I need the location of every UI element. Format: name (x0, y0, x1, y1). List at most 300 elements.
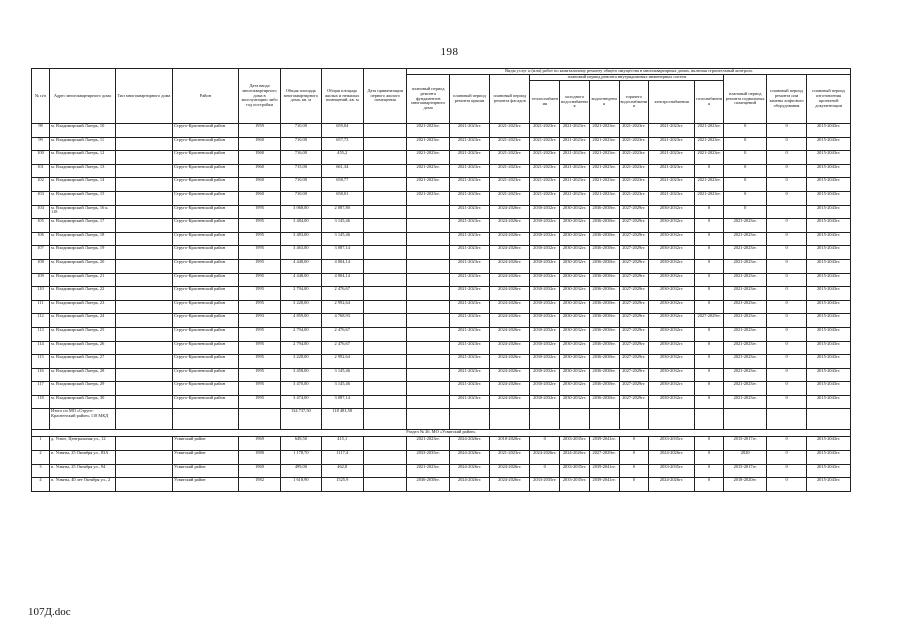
basement-cell: 2021-2023гг. (724, 314, 766, 328)
house-type-cell (115, 151, 172, 165)
house-type-cell (115, 300, 172, 314)
design-docs-cell: 2015-2043гг. (807, 478, 851, 492)
year-cell: 1960 (238, 178, 280, 192)
address-cell: м. Владимирский Лагерь, 19 (50, 246, 116, 260)
table-row (32, 355, 851, 369)
heat-cell: 2030-2032гг. (530, 232, 560, 246)
table-row (32, 395, 851, 409)
sewer-cell: 2036-2038гг. (589, 246, 619, 260)
electric-cell: 2021-2023гг. (649, 137, 695, 151)
living-area-cell: 3 145,46 (321, 382, 363, 396)
privatization-cell (363, 178, 406, 192)
facade-cell: 2024-2026гг. (490, 314, 530, 328)
basement-cell: 2015-2017гг. (724, 464, 766, 478)
systems-title: плановый период ремонта внутридомовых инженерных систем (530, 75, 724, 81)
district-cell: Усвятский район (173, 464, 239, 478)
cold-water-cell: 2030-2032гг. (560, 287, 590, 301)
elevator-cell: 0 (766, 178, 806, 192)
year-cell: 1995 (238, 327, 280, 341)
sewer-cell: 2021-2023гг. (589, 178, 619, 192)
table-row (32, 178, 851, 192)
col-num: № п/п (32, 69, 50, 124)
electric-cell: 2021-2023гг. (649, 191, 695, 205)
house-type-cell (115, 259, 172, 273)
roof-cell: 2021-2023гг. (449, 300, 489, 314)
basement-cell: 0 (724, 164, 766, 178)
total-area-sum: 134 737,50 (281, 409, 321, 430)
house-type-cell (115, 341, 172, 355)
basement-cell: 0 (724, 191, 766, 205)
gas-cell: 0 (694, 205, 724, 219)
heat-cell: 2021-2023гг. (530, 137, 560, 151)
row-number: 3 (32, 464, 50, 478)
privatization-cell (363, 368, 406, 382)
district-cell: Усвятский район (173, 437, 239, 451)
heat-cell: 2030-2032гг. (530, 395, 560, 409)
gas-cell: 2021-2023гг. (694, 191, 724, 205)
heat-cell: 2030-2032гг. (530, 219, 560, 233)
row-number: 110 (32, 287, 50, 301)
table-row (32, 314, 851, 328)
table-row (32, 327, 851, 341)
address-cell: м. Владимирский Лагерь, 27 (50, 355, 116, 369)
gas-cell: 2021-2023гг. (694, 124, 724, 138)
cold-water-cell: 2021-2023гг. (560, 164, 590, 178)
design-docs-cell: 2015-2043гг. (807, 300, 851, 314)
elevator-cell: 0 (766, 355, 806, 369)
sewer-cell: 2036-2038гг. (589, 273, 619, 287)
district-cell: Струго-Красненский район (173, 355, 239, 369)
table-row (32, 451, 851, 465)
col-living-area: Общая площадь жилых и нежилых помещений, кв. м (321, 69, 363, 124)
district-cell: Струго-Красненский район (173, 395, 239, 409)
address-cell: м. Владимирский Лагерь, 13 (50, 164, 116, 178)
living-area-cell: 2 087,80 (321, 205, 363, 219)
design-docs-cell: 2015-2043гг. (807, 314, 851, 328)
row-number: 102 (32, 178, 50, 192)
foundation-cell (407, 395, 449, 409)
total-area-cell: 2 794,00 (281, 287, 321, 301)
total-area-cell: 710,00 (281, 178, 321, 192)
cold-water-cell: 2030-2032гг. (560, 300, 590, 314)
facade-cell: 2021-2023гг. (490, 178, 530, 192)
design-docs-cell: 2015-2043гг. (807, 151, 851, 165)
total-area-cell: 2 794,00 (281, 341, 321, 355)
table-row (32, 164, 851, 178)
year-cell: 1969 (238, 437, 280, 451)
district-cell: Струго-Красненский район (173, 273, 239, 287)
heat-cell: 2030-2032гг. (530, 355, 560, 369)
hot-water-cell: 2027-2029гг. (619, 368, 649, 382)
col-cold-water: холодного водоснабжения (560, 81, 590, 124)
electric-cell: 2024-2026гг. (649, 478, 695, 492)
hot-water-cell: 0 (619, 464, 649, 478)
row-number: 99 (32, 137, 50, 151)
living-area-cell: 3 087,14 (321, 246, 363, 260)
hot-water-cell: 2027-2029гг. (619, 355, 649, 369)
design-docs-cell: 2015-2043гг. (807, 219, 851, 233)
privatization-cell (363, 287, 406, 301)
living-area-cell: 1117,4 (321, 451, 363, 465)
total-area-cell: 2 794,00 (281, 327, 321, 341)
hot-water-cell: 2027-2029гг. (619, 287, 649, 301)
facade-cell: 2021-2023гг. (490, 191, 530, 205)
gas-cell: 0 (694, 464, 724, 478)
living-area-cell: 2 992,64 (321, 355, 363, 369)
col-heat: теплоснабжения (530, 81, 560, 124)
district-cell: Струго-Красненский район (173, 219, 239, 233)
address-cell: м. Владимирский Лагерь, 18 (50, 232, 116, 246)
basement-cell: 0 (724, 178, 766, 192)
heat-cell: 2030-2032гг. (530, 205, 560, 219)
privatization-cell (363, 327, 406, 341)
table-row (32, 246, 851, 260)
cold-water-cell: 2030-2032гг. (560, 259, 590, 273)
total-area-cell: 1 178,70 (281, 451, 321, 465)
address-cell: м. Владимирский Лагерь, 12 (50, 151, 116, 165)
facade-cell: 2021-2023гг. (490, 451, 530, 465)
foundation-cell (407, 232, 449, 246)
basement-cell: 0 (724, 124, 766, 138)
foundation-cell: 2021-2023гг. (407, 124, 449, 138)
total-area-cell: 4 859,00 (281, 314, 321, 328)
elevator-cell (766, 205, 806, 219)
district-cell: Струго-Красненский район (173, 327, 239, 341)
living-area-cell: 3 145,46 (321, 232, 363, 246)
total-area-cell: 3 228,00 (281, 355, 321, 369)
sewer-cell: 2036-2038гг. (589, 395, 619, 409)
gas-cell: 0 (694, 382, 724, 396)
design-docs-cell: 2015-2043гг. (807, 382, 851, 396)
gas-cell: 0 (694, 259, 724, 273)
house-type-cell (115, 287, 172, 301)
total-area-cell: 3 463,00 (281, 246, 321, 260)
row-number: 117 (32, 382, 50, 396)
living-area-cell: 4 004,14 (321, 259, 363, 273)
hot-water-cell: 2027-2029гг. (619, 395, 649, 409)
facade-cell: 2024-2026гг. (490, 478, 530, 492)
foundation-cell: 2021-2023гг. (407, 151, 449, 165)
living-area-cell: 455,2 (321, 151, 363, 165)
heat-cell: 2030-2032гг. (530, 259, 560, 273)
elevator-cell: 0 (766, 232, 806, 246)
sewer-cell: 2021-2023гг. (589, 164, 619, 178)
house-type-cell (115, 124, 172, 138)
living-area-cell: 415,1 (321, 437, 363, 451)
page-number: 198 (440, 46, 459, 58)
total-area-cell: 715,00 (281, 164, 321, 178)
district-cell: Струго-Красненский район (173, 178, 239, 192)
heat-cell: 0 (530, 437, 560, 451)
design-docs-cell: 2015-2043гг. (807, 437, 851, 451)
sewer-cell: 2036-2038гг. (589, 327, 619, 341)
year-cell: 1995 (238, 219, 280, 233)
electric-cell: 2024-2026гг. (649, 451, 695, 465)
design-docs-cell: 2015-2043гг. (807, 355, 851, 369)
gas-cell: 0 (694, 355, 724, 369)
heat-cell: 2021-2023гг. (530, 191, 560, 205)
basement-cell: 2021-2023гг. (724, 246, 766, 260)
design-docs-cell: 2015-2043гг. (807, 164, 851, 178)
row-number: 105 (32, 219, 50, 233)
total-block (32, 409, 851, 437)
heat-cell: 2030-2032гг. (530, 368, 560, 382)
total-label: Итого по МО «Струго-Красненский район» 118 МКД (50, 409, 116, 430)
district-cell: Усвятский район (173, 478, 239, 492)
design-docs-cell: 2015-2043гг. (807, 259, 851, 273)
address-cell: м. Владимирский Лагерь, 14 (50, 178, 116, 192)
basement-cell: 2020 (724, 451, 766, 465)
row-number: 4 (32, 478, 50, 492)
gas-cell: 2021-2023гг. (694, 151, 724, 165)
elevator-cell: 0 (766, 219, 806, 233)
foundation-cell: 2021-2023гг. (407, 178, 449, 192)
basement-cell: 2021-2023гг. (724, 395, 766, 409)
hot-water-cell: 2021-2023гг. (619, 191, 649, 205)
roof-cell: 2021-2023гг. (449, 205, 489, 219)
roof-cell: 2021-2023гг. (449, 151, 489, 165)
district-cell: Усвятский район (173, 451, 239, 465)
foundation-cell (407, 287, 449, 301)
total-area-cell: 3 068,00 (281, 205, 321, 219)
elevator-cell: 0 (766, 164, 806, 178)
house-type-cell (115, 246, 172, 260)
roof-cell: 2021-2023гг. (449, 368, 489, 382)
elevator-cell: 0 (766, 287, 806, 301)
address-cell: м. Владимирский Лагерь, 26 (50, 341, 116, 355)
hot-water-cell: 2027-2029гг. (619, 259, 649, 273)
privatization-cell (363, 219, 406, 233)
electric-cell: 2021-2023гг. (649, 178, 695, 192)
elevator-cell: 0 (766, 273, 806, 287)
cold-water-cell: 2021-2023гг. (560, 191, 590, 205)
year-cell: 1960 (238, 137, 280, 151)
total-area-cell: 4 448,00 (281, 273, 321, 287)
col-sewer: водоотведения (589, 81, 619, 124)
cold-water-cell: 2030-2032гг. (560, 355, 590, 369)
district-cell: Струго-Красненский район (173, 124, 239, 138)
col-hot-water: горячего водоснабжения (619, 81, 649, 124)
roof-cell: 2021-2023гг. (449, 164, 489, 178)
address-cell: м. Владимирский Лагерь, 28 (50, 368, 116, 382)
facade-cell: 2024-2026гг. (490, 355, 530, 369)
heat-cell: 2021-2023гг. (530, 151, 560, 165)
basement-cell: 2021-2023гг. (724, 259, 766, 273)
total-area-cell: 3 483,00 (281, 232, 321, 246)
design-docs-cell: 2015-2043гг. (807, 273, 851, 287)
section-title: Раздел № 26. МО «Усвятский район» (32, 430, 851, 437)
year-cell: 1995 (238, 355, 280, 369)
sewer-cell: 2036-2038гг. (589, 382, 619, 396)
sewer-cell: 2021-2023гг. (589, 151, 619, 165)
electric-cell: 2030-2032гг. (649, 219, 695, 233)
hot-water-cell: 2021-2023гг. (619, 178, 649, 192)
year-cell: 1993 (238, 314, 280, 328)
district-cell: Струго-Красненский район (173, 287, 239, 301)
elevator-cell: 0 (766, 151, 806, 165)
cold-water-cell: 2021-2023гг. (560, 151, 590, 165)
hot-water-cell: 0 (619, 437, 649, 451)
table-row (32, 137, 851, 151)
district-cell: Струго-Красненский район (173, 137, 239, 151)
design-docs-cell: 2015-2043гг. (807, 287, 851, 301)
year-cell: 1995 (238, 382, 280, 396)
foundation-cell (407, 368, 449, 382)
col-address: Адрес многоквартирного дома (50, 69, 116, 124)
col-facade: плановый период ремонта фасадов (490, 75, 530, 124)
sewer-cell: 2027-2029гг. (589, 451, 619, 465)
works-title: Виды услуг и (или) работ по капитальному ремонту общего имущества в многоквартирных домах, включая строительный контроль (407, 69, 851, 75)
year-cell: 1995 (238, 205, 280, 219)
row-number: 113 (32, 327, 50, 341)
rows-usvyaty (32, 437, 851, 491)
privatization-cell (363, 205, 406, 219)
cold-water-cell: 2024-2026гг. (560, 451, 590, 465)
basement-cell: 2021-2023гг. (724, 300, 766, 314)
sewer-cell: 2021-2023гг. (589, 191, 619, 205)
foundation-cell (407, 259, 449, 273)
section-row (32, 430, 851, 437)
sewer-cell: 2039-2041гг. (589, 478, 619, 492)
sewer-cell: 2036-2038гг. (589, 219, 619, 233)
cold-water-cell: 2030-2032гг. (560, 327, 590, 341)
table-row (32, 151, 851, 165)
facade-cell: 2021-2023гг. (490, 151, 530, 165)
basement-cell: 0 (724, 151, 766, 165)
house-type-cell (115, 137, 172, 151)
address-cell: м. Владимирский Лагерь, 25 (50, 327, 116, 341)
cold-water-cell: 2030-2032гг. (560, 395, 590, 409)
capital-repair-table (31, 68, 851, 492)
house-type-cell (115, 232, 172, 246)
total-area-cell: 3 458,00 (281, 368, 321, 382)
roof-cell: 2021-2023гг. (449, 137, 489, 151)
total-area-cell: 649,50 (281, 437, 321, 451)
elevator-cell: 0 (766, 124, 806, 138)
electric-cell: 2033-2035гг. (649, 437, 695, 451)
foundation-cell (407, 205, 449, 219)
total-area-cell: 710,00 (281, 191, 321, 205)
gas-cell: 2027-2029гг. (694, 314, 724, 328)
house-type-cell (115, 478, 172, 492)
col-gas: газоснабжения (694, 81, 724, 124)
roof-cell: 2021-2023гг. (449, 327, 489, 341)
electric-cell: 2030-2032гг. (649, 232, 695, 246)
hot-water-cell: 2021-2023гг. (619, 164, 649, 178)
gas-cell: 0 (694, 478, 724, 492)
house-type-cell (115, 314, 172, 328)
address-cell: м. Владимирский Лагерь, 21 (50, 273, 116, 287)
cold-water-cell: 2033-2035гг. (560, 437, 590, 451)
gas-cell: 0 (694, 246, 724, 260)
row-number: 2 (32, 451, 50, 465)
year-cell: 1982 (238, 478, 280, 492)
house-type-cell (115, 395, 172, 409)
heat-cell: 2030-2032гг. (530, 246, 560, 260)
elevator-cell: 0 (766, 341, 806, 355)
district-cell: Струго-Красненский район (173, 341, 239, 355)
total-area-cell: 3 470,00 (281, 382, 321, 396)
foundation-cell (407, 300, 449, 314)
living-area-cell: 3 145,46 (321, 368, 363, 382)
house-type-cell (115, 464, 172, 478)
gas-cell: 0 (694, 164, 724, 178)
electric-cell: 2021-2023гг. (649, 164, 695, 178)
district-cell: Струго-Красненский район (173, 246, 239, 260)
sewer-cell: 2036-2038гг. (589, 314, 619, 328)
living-area-cell: 462,8 (321, 464, 363, 478)
heat-cell: 2021-2023гг. (530, 124, 560, 138)
living-area-sum: 118 481,58 (321, 409, 363, 430)
electric-cell: 2030-2032гг. (649, 355, 695, 369)
privatization-cell (363, 464, 406, 478)
design-docs-cell: 2015-2043гг. (807, 246, 851, 260)
foundation-cell: 2033-2035гг. (407, 451, 449, 465)
sewer-cell: 2036-2038гг. (589, 355, 619, 369)
hot-water-cell: 2021-2023гг. (619, 137, 649, 151)
address-cell: м. Владимирский Лагерь, 11 (50, 137, 116, 151)
foundation-cell: 2021-2023гг. (407, 137, 449, 151)
elevator-cell: 0 (766, 395, 806, 409)
living-area-cell: 2 476,67 (321, 341, 363, 355)
district-cell: Струго-Красненский район (173, 259, 239, 273)
district-cell: Струго-Красненский район (173, 314, 239, 328)
footer-filename: 107Д.doc (28, 606, 71, 618)
electric-cell: 2033-2035гг. (649, 464, 695, 478)
row-number: 115 (32, 355, 50, 369)
living-area-cell: 658,77 (321, 178, 363, 192)
year-cell: 1969 (238, 464, 280, 478)
foundation-cell: 2036-2038гг. (407, 478, 449, 492)
elevator-cell: 0 (766, 464, 806, 478)
table-row (32, 287, 851, 301)
year-cell: 1995 (238, 232, 280, 246)
privatization-cell (363, 232, 406, 246)
row-number: 103 (32, 191, 50, 205)
total-area-cell: 3 484,00 (281, 219, 321, 233)
heat-cell: 2030-2032гг. (530, 382, 560, 396)
privatization-cell (363, 151, 406, 165)
hot-water-cell: 2027-2029гг. (619, 341, 649, 355)
basement-cell: 2018-2020гг. (724, 478, 766, 492)
basement-cell: 2021-2023гг. (724, 219, 766, 233)
address-cell: м. Владимирский Лагерь, 17 (50, 219, 116, 233)
foundation-cell: 2021-2023гг. (407, 464, 449, 478)
design-docs-cell: 2015-2043гг. (807, 368, 851, 382)
house-type-cell (115, 327, 172, 341)
elevator-cell: 0 (766, 327, 806, 341)
living-area-cell: 659,04 (321, 124, 363, 138)
privatization-cell (363, 451, 406, 465)
living-area-cell: 3 087,14 (321, 395, 363, 409)
foundation-cell (407, 327, 449, 341)
gas-cell: 2021-2023гг. (694, 137, 724, 151)
gas-cell: 0 (694, 437, 724, 451)
basement-cell: 2015-2017гг. (724, 437, 766, 451)
privatization-cell (363, 137, 406, 151)
cold-water-cell: 2030-2032гг. (560, 273, 590, 287)
table-row (32, 205, 851, 219)
total-row (32, 409, 851, 430)
facade-cell: 2018-2020гг. (490, 437, 530, 451)
house-type-cell (115, 178, 172, 192)
roof-cell: 2021-2023гг. (449, 287, 489, 301)
house-type-cell (115, 368, 172, 382)
electric-cell: 2030-2032гг. (649, 341, 695, 355)
design-docs-cell: 2015-2043гг. (807, 395, 851, 409)
electric-cell: 2030-2032гг. (649, 368, 695, 382)
foundation-cell: 2021-2023гг. (407, 191, 449, 205)
